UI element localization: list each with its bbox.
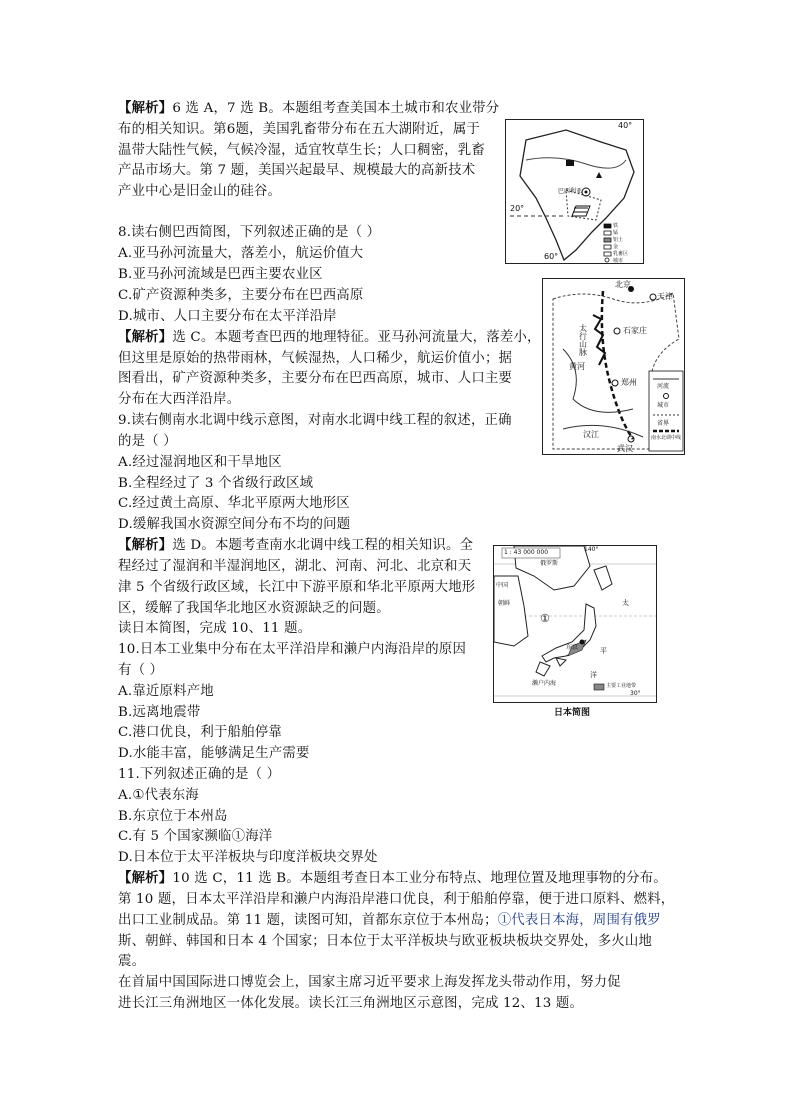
- line-text: 分布在大西洋沿岸。: [118, 392, 241, 407]
- japan-china: 中国: [496, 582, 509, 589]
- line-text: 有（ ）: [118, 663, 164, 678]
- line-text: B.亚马孙河流域是巴西主要农业区: [118, 267, 323, 282]
- line-text: 第 10 题，日本太平洋沿岸和濑户内海沿岸港口优良，利于船舶停靠，便于进口原料、燃料，: [118, 892, 675, 907]
- line-text: 选 C。本题考查巴西的地理特征。亚马孙河流量大，落差小，: [172, 330, 541, 345]
- text-line-32: [118, 764, 280, 785]
- text-line-18: [118, 473, 313, 494]
- japan-map-drawing: [494, 546, 656, 702]
- japan-lon: 140°: [584, 546, 599, 553]
- brazil-legend-6: 城市: [613, 258, 624, 264]
- text-line-10: [118, 306, 337, 327]
- text-line-9: [118, 285, 363, 306]
- route-wuhan: 武汉: [617, 444, 633, 453]
- line-text: 图看出，矿产资源种类多，主要分布在巴西高原，城市、人口主要: [118, 371, 513, 386]
- text-line-27: [118, 660, 163, 681]
- line-text: 读日本简图，完成 10、11 题。: [118, 621, 312, 636]
- text-line-4: [118, 160, 475, 181]
- route-tianjin: 天津: [657, 292, 673, 301]
- line-text: A.靠近原料产地: [118, 684, 214, 699]
- text-line-16: [118, 431, 177, 452]
- line-text: A.①代表东海: [118, 788, 199, 803]
- line-text: 8.读右侧巴西简图，下列叙述正确的是（ ）: [118, 225, 381, 240]
- line-text: 产业中心是旧金山的硅谷。: [118, 184, 282, 199]
- text-line-1: [118, 98, 499, 119]
- text-line-8: [118, 264, 323, 285]
- text-line-35: [118, 826, 272, 847]
- japan-ocean-mid: 平: [600, 647, 607, 655]
- line-text: 选 D。本题考查南水北调中线工程的相关知识。全: [172, 538, 474, 553]
- japan-ocean-top: 太: [622, 599, 629, 607]
- japan-tokyo: 东京: [566, 644, 579, 651]
- route-legend-1: 河流: [657, 383, 670, 390]
- line-text: C.矿产资源种类多，主要分布在巴西高原: [118, 288, 364, 303]
- text-line-42: [118, 972, 621, 993]
- japan-russia: 俄罗斯: [540, 560, 559, 567]
- text-line-19: [118, 493, 350, 514]
- line-text: D.缓解我国水资源空间分布不均的问题: [118, 517, 351, 532]
- line-text: C.经过黄土高原、华北平原两大地形区: [118, 496, 350, 511]
- text-line-11: [118, 327, 541, 348]
- line-text: D.日本位于太平洋板块与印度洋板块交界处: [118, 850, 378, 865]
- line-text: 10 选 C，11 选 B。本题组考查日本工业分布特点、地理位置及地理事物的分布。: [172, 871, 667, 886]
- text-line-26: [118, 639, 466, 660]
- brazil-lon-top: 40°: [618, 121, 633, 130]
- text-line-3: [118, 140, 485, 161]
- route-map: [542, 278, 685, 455]
- route-legend-3: 省界: [657, 420, 670, 427]
- line-text: ①代表日本海，周围有俄罗: [497, 913, 661, 928]
- text-line-7: [118, 243, 363, 264]
- japan-lat: 30°: [630, 690, 641, 697]
- text-line-37: [118, 868, 667, 889]
- text-line-29: [118, 702, 200, 723]
- text-line-25: [118, 618, 311, 639]
- text-line-33: [118, 785, 199, 806]
- text-line-2: [118, 119, 480, 140]
- brazil-legend-5: 乳畜区: [613, 251, 629, 257]
- line-text: A.经过湿润地区和干旱地区: [118, 455, 282, 470]
- line-text: 出口工业制成品。第 11 题，读图可知，首都东京位于本州岛；: [118, 913, 498, 928]
- line-text: 但这里是原始的热带雨林，气候湿热，人口稀少，航运价值小；据: [118, 351, 513, 366]
- line-text: 10.日本工业集中分布在太平洋沿岸和濑户内海沿岸的原因: [118, 642, 467, 657]
- route-huanghe: 黄河: [569, 362, 585, 371]
- analysis-tag: 【解析】: [118, 870, 173, 886]
- japan-map-caption: 日本简图: [554, 708, 591, 718]
- route-beijing: 北京: [615, 280, 631, 289]
- text-line-30: [118, 722, 282, 743]
- japan-ocean: 洋: [590, 671, 597, 679]
- text-line-34: [118, 806, 228, 827]
- text-line-6: [118, 222, 380, 243]
- text-line-39: [118, 910, 661, 931]
- text-line-21: [118, 535, 473, 556]
- brazil-lat: 20°: [510, 204, 525, 213]
- text-line-17: [118, 452, 282, 473]
- text-line-41: [118, 951, 145, 972]
- line-text: 的是（ ）: [118, 434, 177, 449]
- text-line-31: [118, 743, 310, 764]
- japan-map: [493, 545, 657, 703]
- brazil-legend-1: 铁: [613, 223, 619, 229]
- line-text: 6 选 A，7 选 B。本题组考查美国本土城市和农业带分: [172, 101, 500, 116]
- line-text: D.水能丰富，能够满足生产需要: [118, 746, 310, 761]
- japan-circle: ①: [540, 612, 550, 625]
- line-text: 区，缓解了我国华北地区水资源缺乏的问题。: [118, 601, 390, 616]
- route-shijiazhuang: 石家庄: [623, 326, 647, 335]
- japan-seto: 濑户内海: [532, 680, 557, 687]
- text-line-5: [118, 181, 281, 202]
- route-hanjiang: 汉江: [583, 430, 599, 439]
- line-text: B.全程经过了 3 个省级行政区域: [118, 476, 314, 491]
- text-line-24: [118, 598, 390, 619]
- brazil-lon-bottom: 60°: [544, 252, 559, 261]
- text-line-14: [118, 389, 240, 410]
- brazil-map: [505, 119, 644, 264]
- line-text: C.有 5 个国家濒临①海洋: [118, 829, 273, 844]
- line-text: C.港口优良，利于船舶停靠: [118, 725, 282, 740]
- line-text: 温带大陆性气候，气候冷湿，适宜牧草生长；人口稠密，乳畜: [118, 143, 485, 158]
- line-text: 产品市场大。第 7 题，美国兴起最早、规模最大的高新技术: [118, 163, 476, 178]
- text-line-43: [118, 993, 583, 1014]
- japan-scale: 1 : 43 000 000: [504, 549, 549, 556]
- line-text: 斯、朝鲜、韩国和日本 4 个国家；日本位于太平洋板块与欧亚板块板块交界处，多火山地: [118, 934, 653, 949]
- text-line-28: [118, 681, 214, 702]
- analysis-tag: 【解析】: [118, 100, 173, 116]
- brazil-legend-2: 锰: [613, 230, 619, 236]
- text-line-15: [118, 410, 512, 431]
- line-text: A.亚马孙河流量大，落差小，航运价值大: [118, 246, 364, 261]
- text-line-38: [118, 889, 674, 910]
- text-line-12: [118, 348, 512, 369]
- line-text: 震。: [118, 954, 146, 969]
- route-legend-4: 南水北调中线: [651, 435, 682, 441]
- line-text: 布的相关知识。第6题，美国乳畜带分布在五大湖附近，属于: [118, 122, 481, 137]
- brazil-city-label: 巴西利亚: [558, 188, 583, 195]
- line-text: 进长江三角洲地区一体化发展。读长江三角洲地区示意图，完成 12、13 题。: [118, 996, 584, 1011]
- text-line-22: [118, 556, 471, 577]
- route-map-drawing: [543, 279, 684, 454]
- route-zhengzhou: 郑州: [621, 378, 637, 387]
- brazil-legend-3: 铝土: [613, 237, 624, 243]
- analysis-tag: 【解析】: [118, 537, 173, 553]
- text-line-36: [118, 847, 378, 868]
- line-text: 在首届中国国际进口博览会上，国家主席习近平要求上海发挥龙头带动作用，努力促: [118, 975, 621, 990]
- route-taihang: 太行山脉: [579, 324, 587, 357]
- line-text: 11.下列叙述正确的是（ ）: [118, 767, 281, 782]
- text-line-40: [118, 931, 652, 952]
- line-text: 津 5 个省级行政区域，长江中下游平原和华北平原两大地形: [118, 580, 476, 595]
- text-line-13: [118, 368, 512, 389]
- line-text: B.远离地震带: [118, 705, 201, 720]
- analysis-tag: 【解析】: [118, 329, 173, 345]
- text-line-20: [118, 514, 350, 535]
- route-legend-2: 城市: [657, 402, 670, 409]
- line-text: B.东京位于本州岛: [118, 809, 228, 824]
- japan-korea: 朝鲜: [498, 600, 511, 607]
- line-text: D.城市、人口主要分布在太平洋沿岸: [118, 309, 337, 324]
- text-line-23: [118, 577, 475, 598]
- japan-legend: 主要工业地带: [606, 683, 637, 689]
- brazil-legend-4: 金: [613, 244, 619, 250]
- line-text: 9.读右侧南水北调中线示意图，对南水北调中线工程的叙述，正确: [118, 413, 512, 428]
- line-text: 程经过了湿润和半湿润地区，湖北、河南、河北、北京和天: [118, 559, 472, 574]
